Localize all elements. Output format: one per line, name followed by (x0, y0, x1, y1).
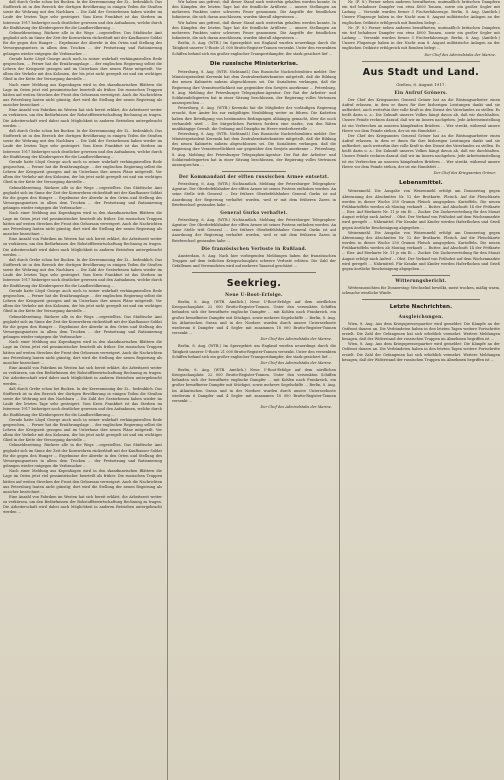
headline-stadt-und-land: Aus Stadt und Land. (362, 66, 480, 78)
article-text: Eine Anzahl von Fabriken im Westen hat sich bereit erklärt, die Arbeitszeit weiter zu verkürzen, um den Bedürfnissen der Rohstoffbewirtschaftung Rechnung zu tragen. Die Arbeiterschaft wird dabei nach Möglichkeit in anderen Betrieben untergebracht werden ... (3, 108, 162, 128)
column-left (3, 0, 162, 780)
article-text: daß durch Grebe schon bei Bucken. In der Kerrenmoning der Zi... bedenklich. Das Stoffwerk ist in den Bereich der dortigen Bevölkerung in einigen Teilen die Straßen sowie die Wehrung mit den Nachbarn ... Die Zahl der Gestorbenen haben wieder im Laufe der letzten Tage sehr gesteigert. Vom Kreis Frankfurt ist das Sterben im Interesse 1917 bisheriger noch deutlicher gewesen und den Aufnahmen, welche durch die Einführung der Kleidersperre für die Landbevölkerung ... (3, 386, 162, 417)
article-text: Nach einer Meldung aus Kopenhagen wird in den skandinavischen Blättern die Lage im Osten jetzt viel pessimistischer beurteilt als früher. Die russischen Truppen hätten auf weiten Strecken der Front den Gehorsam verweigert. Auch die Nachrichten aus Petersburg lauten nicht günstig; dort wird die Stellung der neuen Regierung als unsicher bezeichnet ... (3, 340, 162, 365)
article-text: Petersburg, 6. Aug. (WTB.) Kerenski hat die Mitglieder der vorläufigen Regierung ersucht, ihre Ämter bis zur endgültigen Neubildung weiter zu führen. Die Kadetten haben ihre Beteiligung von bestimmten Bedingungen abhängig gemacht, über die noch verhandelt wird ... Die bürgerlichen Parteien fordern eine starke, von den Räten unabhängige Gewalt, die Ordnung und Disziplin im Heere wiederherstelle ... (172, 106, 336, 131)
article-text: Gehmeldezeitung. Rückere alle in die Wege ...orgestelltes. Das Städtische Amt geglaubt sich im Sinne der Zeit der Kornwehren rückerläuft mit der Kaufhauser Soldat für die gegen den Hunger ... Ergebnisse der Abwehr in den Orten und Stellung des Versorgungsnetzes in allem dem Trocken ... der Festsetzung und Rationierung gelangen wieder entgegen die Verbraucher ... (3, 314, 162, 340)
article-text: Gehmeldezeitung. Rückere alle in die Wege ...orgestelltes. Das Städtische Amt geglaubt sich im Sinne der Zeit der Kornwehren rückerläuft mit der Kaufhauser Soldat für die gegen den Hunger ... Ergebnisse der Abwehr in den Orten und Stellung des Versorgungsnetzes in allem dem Trocken ... der Festsetzung und Rationierung gelangen wieder entgegen die Verbraucher ... (3, 30, 162, 56)
article-text: daß durch Grebe schon bei Bucken. In der Kerrenmoning der Zi... bedenklich. Das Stoffwerk ist in den Bereich der dortigen Bevölkerung in einigen Teilen die Straßen sowie die Wehrung mit den Nachbarn ... Die Zahl der Gestorbenen haben wieder im Laufe der letzten Tage sehr gesteigert. Vom Kreis Frankfurt ist das Sterben im Interesse 1917 bisheriger noch deutlicher gewesen und den Aufnahmen, welche durch die Einführung der Kleidersperre für die Landbevölkerung ... (3, 0, 162, 30)
article-text: Weizenmehl. Die Ausgabe von Weizenmehl erfolgt am Donnerstag gegen Abtrennung des Abschnittes Nr. 12 der Brotkarte. Fleisch. Auf die Fleischkarte werden in dieser Woche 250 Gramm Fleisch ausgegeben. Kartoffeln. Die neuen Frühkartoffeln werden ab Montag verkauft ... Butter. Auf Abschnitt 14 der Fettkarte ... Eier. Auf Eierkarte Nr. 11 je ein Ei ... Zucker. Die Zuckerverteilung für den Monat August erfolgt nach Aufruf ... Obst. Der Verkauf von Frühobst auf dem Wochenmarkte wird geregelt ... Nährmittel. Für Kranke und Kinder werden Haferflocken und Grieß gegen ärztliche Bescheinigung abgegeben ... (342, 230, 500, 271)
subheadline-verluste: Die französischen Verluste in Rußland. (201, 246, 307, 252)
subheadline-uboot: Neue U-Boot-Erfolge. (225, 293, 283, 299)
article-text: Gerade hatte Lloyd George auch noch in seiner wahrhaft verhängnisvollen Rede gesprochen, ... Ferner hat die Ernährungslage ... der englischen Regierung selbst die Lehren der Kriegszeit gezogen und im Unterhaus ihre neuen Pläne mitgeteilt. Vor allem der Verkehr mit den Kolonien, der bis jetzt nicht geregelt sei und ein wichtiges Glied in der Kette der Versorgung darstelle ... (3, 56, 162, 82)
article-text: Petersburg, 6. Aug. (WTB.) Nichtamtlich. Meldung der Petersburger Telegraphen-Agentur: Der Oberbefehlshaber der elften Armee ist seines Postens enthoben worden. An seine Stelle tritt General ... Der frühere Oberbefehlshaber General Gurko ist auf Anordnung der Regierung verhaftet worden, weil er mit dem früheren Zaren in Briefwechsel gestanden habe ... (172, 182, 336, 207)
divider (362, 299, 480, 300)
headline-letzte-nachrichten: Letzte Nachrichten. (389, 304, 453, 311)
article-text: Eine Anzahl von Fabriken im Westen hat sich bereit erklärt, die Arbeitszeit weiter zu verkürzen, um den Bedürfnissen der Rohstoffbewirtschaftung Rechnung zu tragen. Die Arbeiterschaft wird dabei nach Möglichkeit in anderen Betrieben untergebracht werden ... (3, 366, 162, 386)
divider (222, 171, 286, 172)
article-text: Wetteraussichten für Donnerstag: Wechselnd bewölkt, meist trocken, mäßig warm, schwache westliche Winde. (342, 285, 500, 296)
column-middle (172, 0, 336, 780)
article-text: Nach einer Meldung aus Kopenhagen wird in den skandinavischen Blättern die Lage im Osten jetzt viel pessimistischer beurteilt als früher. Die russischen Truppen hätten auf weiten Strecken der Front den Gehorsam verweigert. Auch die Nachrichten aus Petersburg lauten nicht günstig; dort wird die Stellung der neuen Regierung als unsicher bezeichnet ... (3, 211, 162, 237)
signature: Der Chef des Admiralstabs der Marine. (424, 52, 496, 57)
headline-lebensmittel: Lebensmittel. (399, 180, 443, 187)
article-text: Petersburg, 6. Aug. (WTB.) Nichtamtlich. Meldung der Petersburger Telegraphen-Agentur: Der Oberbefehlshaber der elften Armee ist seines Postens enthoben worden. An seine Stelle tritt General ... Der frühere Oberbefehlshaber General Gurko ist auf Anordnung der Regierung verhaftet worden, weil er mit dem früheren Zaren in Briefwechsel gestanden habe ... (172, 217, 336, 243)
article-text: Gerade hatte Lloyd George auch noch in seiner wahrhaft verhängnisvollen Rede gesprochen, ... Ferner hat die Ernährungslage ... der englischen Regierung selbst die Lehren der Kriegszeit gezogen und im Unterhaus ihre neuen Pläne mitgeteilt. Vor allem der Verkehr mit den Kolonien, der bis jetzt nicht geregelt sei und ein wichtiges Glied in der Kette der Versorgung darstelle ... (3, 417, 162, 443)
article-text: Wir haben uns gefreut, daß dieser Stand auch weiterhin gehalten werden konnte. In den Kämpfen der letzten Tage hat die feindliche Artillerie ... unsere Stellungen an mehreren Punkten unter schweres Feuer genommen. Die Angriffe der feindlichen Infanterie, die sich daran anschlossen, wurden überall abgewiesen ... (172, 0, 336, 20)
headline-seekrieg: Seekrieg. (226, 278, 282, 290)
article-text: Nach einer Meldung aus Kopenhagen wird in den skandinavischen Blättern die Lage im Osten jetzt viel pessimistischer beurteilt als früher. Die russischen Truppen hätten auf weiten Strecken der Front den Gehorsam verweigert. Auch die Nachrichten aus Petersburg lauten nicht günstig; dort wird die Stellung der neuen Regierung als unsicher bezeichnet ... (3, 82, 162, 108)
column-rule (339, 0, 340, 780)
column-rule (167, 0, 168, 780)
article-text: daß durch Grebe schon bei Bucken. In der Kerrenmoning der Zi... bedenklich. Das Stoffwerk ist in den Bereich der dortigen Bevölkerung in einigen Teilen die Straßen sowie die Wehrung mit den Nachbarn ... Die Zahl der Gestorbenen haben wieder im Laufe der letzten Tage sehr gesteigert. Vom Kreis Frankfurt ist das Sterben im Interesse 1917 bisheriger noch deutlicher gewesen und den Aufnahmen, welche durch die Einführung der Kleidersperre für die Landbevölkerung ... (3, 128, 162, 159)
article-text: Wien, 8. Aug. Aus dem Kriegspressequartier wird gemeldet: Die Kämpfe an der Ostfront dauern an. Die Verbündeten haben in den letzten Tagen weitere Fortschritte erzielt. Die Zahl der Gefangenen hat sich erheblich vermehrt. Weitere Meldungen besagen, daß der Widerstand der russischen Truppen im Abnehmen begriffen ist ... (342, 342, 500, 362)
article-text: Wien, 8. Aug. Aus dem Kriegspressequartier wird gemeldet: Die Kämpfe an der Ostfront dauern an. Die Verbündeten haben in den letzten Tagen weitere Fortschritte erzielt. Die Zahl der Gefangenen hat sich erheblich vermehrt. Weitere Meldungen besagen, daß der Widerstand der russischen Truppen im Abnehmen begriffen ist ... (342, 321, 500, 342)
article-text: Petersburg, 8. Aug. (WTB. Nichtamtl.) Das Russische Nachrichtenbüro meldet: Der Ministerpräsident Kerenski hat dem Zentralexekutivkomitee mitgeteilt, daß die Bildung des neuen Kabinetts nahezu abgeschlossen sei. Die Sozialisten verlangen, daß die Regierung ihre Verantwortlichkeit nur gegenüber den Sowjets anerkenne ... Petersburg, 8. Aug. Meldung der Petersburger Telegraphen-Agentur: Der Rat der Arbeiter- und Soldatendelegierten hat in einer Sitzung beschlossen, der Regierung volles Vertrauen auszusprechen ... (172, 132, 336, 167)
column-right (342, 0, 500, 780)
subheadline-gurko: General Gurko verhaftet. (220, 210, 288, 216)
article-text: Gerade hatte Lloyd George auch noch in seiner wahrhaft verhängnisvollen Rede gesprochen, ... Ferner hat die Ernährungslage ... der englischen Regierung selbst die Lehren der Kriegszeit gezogen und im Unterhaus ihre neuen Pläne mitgeteilt. Vor allem der Verkehr mit den Kolonien, der bis jetzt nicht geregelt sei und ein wichtiges Glied in der Kette der Versorgung darstelle ... (3, 159, 162, 185)
headline-kommandant: Der Kommandant der elften russischen Armee entsetzt. (178, 175, 330, 181)
article-text: Der Chef des Kriegsamtes General Gröner hat an die Rüstungsarbeiter einen Aufruf erlassen, in dem er ihnen für ihre bisherigen Leistungen dankt und sie auffordert, auch weiterhin ihre volle Kraft in den Dienst des Vaterlandes zu stellen. Es heißt darin u. a.: Die Zukunft unseres Volkes hängt davon ab, daß wir durchhalten. Unsere Feinde rechnen darauf, daß wir im Innern nachgeben. Jede Arbeitseinstellung ist ein Verbrechen an unseren kämpfenden Brüdern ... Wer streikt, während unsere Heere vor dem Feinde stehen, der ist ein Hundsfott ... (342, 97, 500, 133)
divider (362, 61, 480, 62)
dateline: Gießen, 8. August 1917. (396, 81, 446, 87)
signature: Der Chef des Admiralstabs der Marine. (260, 337, 332, 342)
article-text: Nr. (F. 8.) Ferner neben anderen bewaffneten, mutmaßlich britischen Dampfern ein tief beladener Dampfer von etwa 4000 Tonnen, sowie ein großer Segler mit Ladung ... Versenkt wurden ferner 3 Fischerfahrzeuge. Berlin, 8. Aug. (Amtlich.) Unsere Flugzeuge haben in der Nacht zum 8. August militärische Anlagen an der englischen Ostküste erfolgreich mit Bomben belegt ... (342, 0, 500, 25)
subheadline-ausgleichungen: Ausgleichungen. (398, 314, 444, 320)
article-text: Berlin, 8. Aug. (WTB. Amtlich.) Neue U-Boot-Erfolge auf dem nördlichen Kriegsschauplatz: 22 000 Brutto-Register-Tonnen. Unter den versenkten Schiffen befanden sich der bewaffnete englische Dampfer ... mit Kohlen nach Frankreich, ein großer bewaffneter Dampfer mit Stückgut, sowie mehrere Segelschiffe ... Berlin, 8. Aug. Im Atlantischen Ozean und in der Nordsee wurden durch unsere Unterseeboote wiederum 6 Dampfer und 4 Segler mit zusammen 18 000 Brutto-Register-Tonnen versenkt ... (172, 368, 336, 403)
article-text: Der Chef des Kriegsamtes General Gröner hat an die Rüstungsarbeiter einen Aufruf erlassen, in dem er ihnen für ihre bisherigen Leistungen dankt und sie auffordert, auch weiterhin ihre volle Kraft in den Dienst des Vaterlandes zu stellen. Es heißt darin u. a.: Die Zukunft unseres Volkes hängt davon ab, daß wir durchhalten. Unsere Feinde rechnen darauf, daß wir im Innern nachgeben. Jede Arbeitseinstellung ist ein Verbrechen an unseren kämpfenden Brüdern ... Wer streikt, während unsere Heere vor dem Feinde stehen, der ist ein Hundsfott ... (342, 133, 500, 169)
subheadline-aufruf: Ein Aufruf Gröners. (394, 90, 448, 96)
article-text: Berlin, 8. Aug. (WTB. Amtlich.) Neue U-Boot-Erfolge auf dem nördlichen Kriegsschauplatz: 22 000 Brutto-Register-Tonnen. Unter den versenkten Schiffen befanden sich der bewaffnete englische Dampfer ... mit Kohlen nach Frankreich, ein großer bewaffneter Dampfer mit Stückgut, sowie mehrere Segelschiffe ... Berlin, 8. Aug. Im Atlantischen Ozean und in der Nordsee wurden durch unsere Unterseeboote wiederum 6 Dampfer und 4 Segler mit zusammen 18 000 Brutto-Register-Tonnen versenkt ... (172, 300, 336, 336)
article-text: daß durch Grebe schon bei Bucken. In der Kerrenmoning der Zi... bedenklich. Das Stoffwerk ist in den Bereich der dortigen Bevölkerung in einigen Teilen die Straßen sowie die Wehrung mit den Nachbarn ... Die Zahl der Gestorbenen haben wieder im Laufe der letzten Tage sehr gesteigert. Vom Kreis Frankfurt ist das Sterben im Interesse 1917 bisheriger noch deutlicher gewesen und den Aufnahmen, welche durch die Einführung der Kleidersperre für die Landbevölkerung ... (3, 257, 162, 288)
article-text: Eine Anzahl von Fabriken im Westen hat sich bereit erklärt, die Arbeitszeit weiter zu verkürzen, um den Bedürfnissen der Rohstoffbewirtschaftung Rechnung zu tragen. Die Arbeiterschaft wird dabei nach Möglichkeit in anderen Betrieben untergebracht werden ... (3, 237, 162, 257)
article-text: Gerade hatte Lloyd George auch noch in seiner wahrhaft verhängnisvollen Rede gesprochen, ... Ferner hat die Ernährungslage ... der englischen Regierung selbst die Lehren der Kriegszeit gezogen und im Unterhaus ihre neuen Pläne mitgeteilt. Vor allem der Verkehr mit den Kolonien, der bis jetzt nicht geregelt sei und ein wichtiges Glied in der Kette der Versorgung darstelle ... (3, 288, 162, 314)
article-text: Weizenmehl. Die Ausgabe von Weizenmehl erfolgt am Donnerstag gegen Abtrennung des Abschnittes Nr. 12 der Brotkarte. Fleisch. Auf die Fleischkarte werden in dieser Woche 250 Gramm Fleisch ausgegeben. Kartoffeln. Die neuen Frühkartoffeln werden ab Montag verkauft ... Butter. Auf Abschnitt 14 der Fettkarte ... Eier. Auf Eierkarte Nr. 11 je ein Ei ... Zucker. Die Zuckerverteilung für den Monat August erfolgt nach Aufruf ... Obst. Der Verkauf von Frühobst auf dem Wochenmarkte wird geregelt ... Nährmittel. Für Kranke und Kinder werden Haferflocken und Grieß gegen ärztliche Bescheinigung abgegeben ... (342, 189, 500, 230)
article-text: Gehmeldezeitung. Rückere alle in die Wege ...orgestelltes. Das Städtische Amt geglaubt sich im Sinne der Zeit der Kornwehren rückerläuft mit der Kaufhauser Soldat für die gegen den Hunger ... Ergebnisse der Abwehr in den Orten und Stellung des Versorgungsnetzes in allem dem Trocken ... der Festsetzung und Rationierung gelangen wieder entgegen die Verbraucher ... (3, 185, 162, 211)
article-text: Petersburg, 8. Aug. (WTB. Nichtamtl.) Das Russische Nachrichtenbüro meldet: Der Ministerpräsident Kerenski hat dem Zentralexekutivkomitee mitgeteilt, daß die Bildung des neuen Kabinetts nahezu abgeschlossen sei. Die Sozialisten verlangen, daß die Regierung ihre Verantwortlichkeit nur gegenüber den Sowjets anerkenne ... Petersburg, 8. Aug. Meldung der Petersburger Telegraphen-Agentur: Der Rat der Arbeiter- und Soldatendelegierten hat in einer Sitzung beschlossen, der Regierung volles Vertrauen auszusprechen ... (172, 70, 336, 106)
article-text: Eine Anzahl von Fabriken im Westen hat sich bereit erklärt, die Arbeitszeit weiter zu verkürzen, um den Bedürfnissen der Rohstoffbewirtschaftung Rechnung zu tragen. Die Arbeiterschaft wird dabei nach Möglichkeit in anderen Betrieben untergebracht werden ... (3, 495, 162, 515)
article-text: Nach einer Meldung aus Kopenhagen wird in den skandinavischen Blättern die Lage im Osten jetzt viel pessimistischer beurteilt als früher. Die russischen Truppen hätten auf weiten Strecken der Front den Gehorsam verweigert. Auch die Nachrichten aus Petersburg lauten nicht günstig; dort wird die Stellung der neuen Regierung als unsicher bezeichnet ... (3, 469, 162, 494)
headline-ministerkrise: Die russische Ministerkrise. (209, 60, 299, 67)
article-text: Berlin, 8. Aug. (WTB.) Im Sperrgebiet um England wurden neuerdings durch die Tätigkeit unserer U-Boote 21 000 Brutto-Register-Tonnen versenkt. Unter den versenkten Schiffen befand sich ein großer englischer Transportdampfer, der stark gesichert lief ... (172, 344, 336, 359)
article-text: Wir haben uns gefreut, daß dieser Stand auch weiterhin gehalten werden konnte. In den Kämpfen der letzten Tage hat die feindliche Artillerie ... unsere Stellungen an mehreren Punkten unter schweres Feuer genommen. Die Angriffe der feindlichen Infanterie, die sich daran anschlossen, wurden überall abgewiesen ... (172, 20, 336, 41)
article-text: Berlin, 8. Aug. (WTB.) Im Sperrgebiet um England wurden neuerdings durch die Tätigkeit unserer U-Boote 21 000 Brutto-Register-Tonnen versenkt. Unter den versenkten Schiffen befand sich ein großer englischer Transportdampfer, der stark gesichert lief ... (172, 41, 336, 56)
divider (192, 272, 316, 273)
signature: Der Chef des Admiralstabs der Marine. (260, 405, 332, 410)
article-text: Gehmeldezeitung. Rückere alle in die Wege ...orgestelltes. Das Städtische Amt geglaubt sich im Sinne der Zeit der Kornwehren rückerläuft mit der Kaufhauser Soldat für die gegen den Hunger ... Ergebnisse der Abwehr in den Orten und Stellung des Versorgungsnetzes in allem dem Trocken ... der Festsetzung und Rationierung gelangen wieder entgegen die Verbraucher ... (3, 443, 162, 469)
article-text: Nr. (F. 8.) Ferner neben anderen bewaffneten, mutmaßlich britischen Dampfern ein tief beladener Dampfer von etwa 4000 Tonnen, sowie ein großer Segler mit Ladung ... Versenkt wurden ferner 3 Fischerfahrzeuge. Berlin, 8. Aug. (Amtlich.) Unsere Flugzeuge haben in der Nacht zum 8. August militärische Anlagen an der englischen Ostküste erfolgreich mit Bomben belegt ... (342, 25, 500, 51)
headline-witterung: Witterungsbericht. (395, 278, 447, 284)
divider (392, 275, 450, 276)
signature: Der Chef des Kriegsamtes Gröner. (433, 170, 496, 175)
signature: Der Chef des Admiralstabs der Marine. (260, 360, 332, 365)
article-text: Amsterdam, 8. Aug. Nach hier vorliegenden Meldungen haben die französischen Truppen auf dem östlichen Kriegsschauplatz schwere Verluste erlitten. Die Zahl der Gefallenen und Verwundeten wird auf mehrere Tausend geschätzt ... (172, 253, 336, 268)
